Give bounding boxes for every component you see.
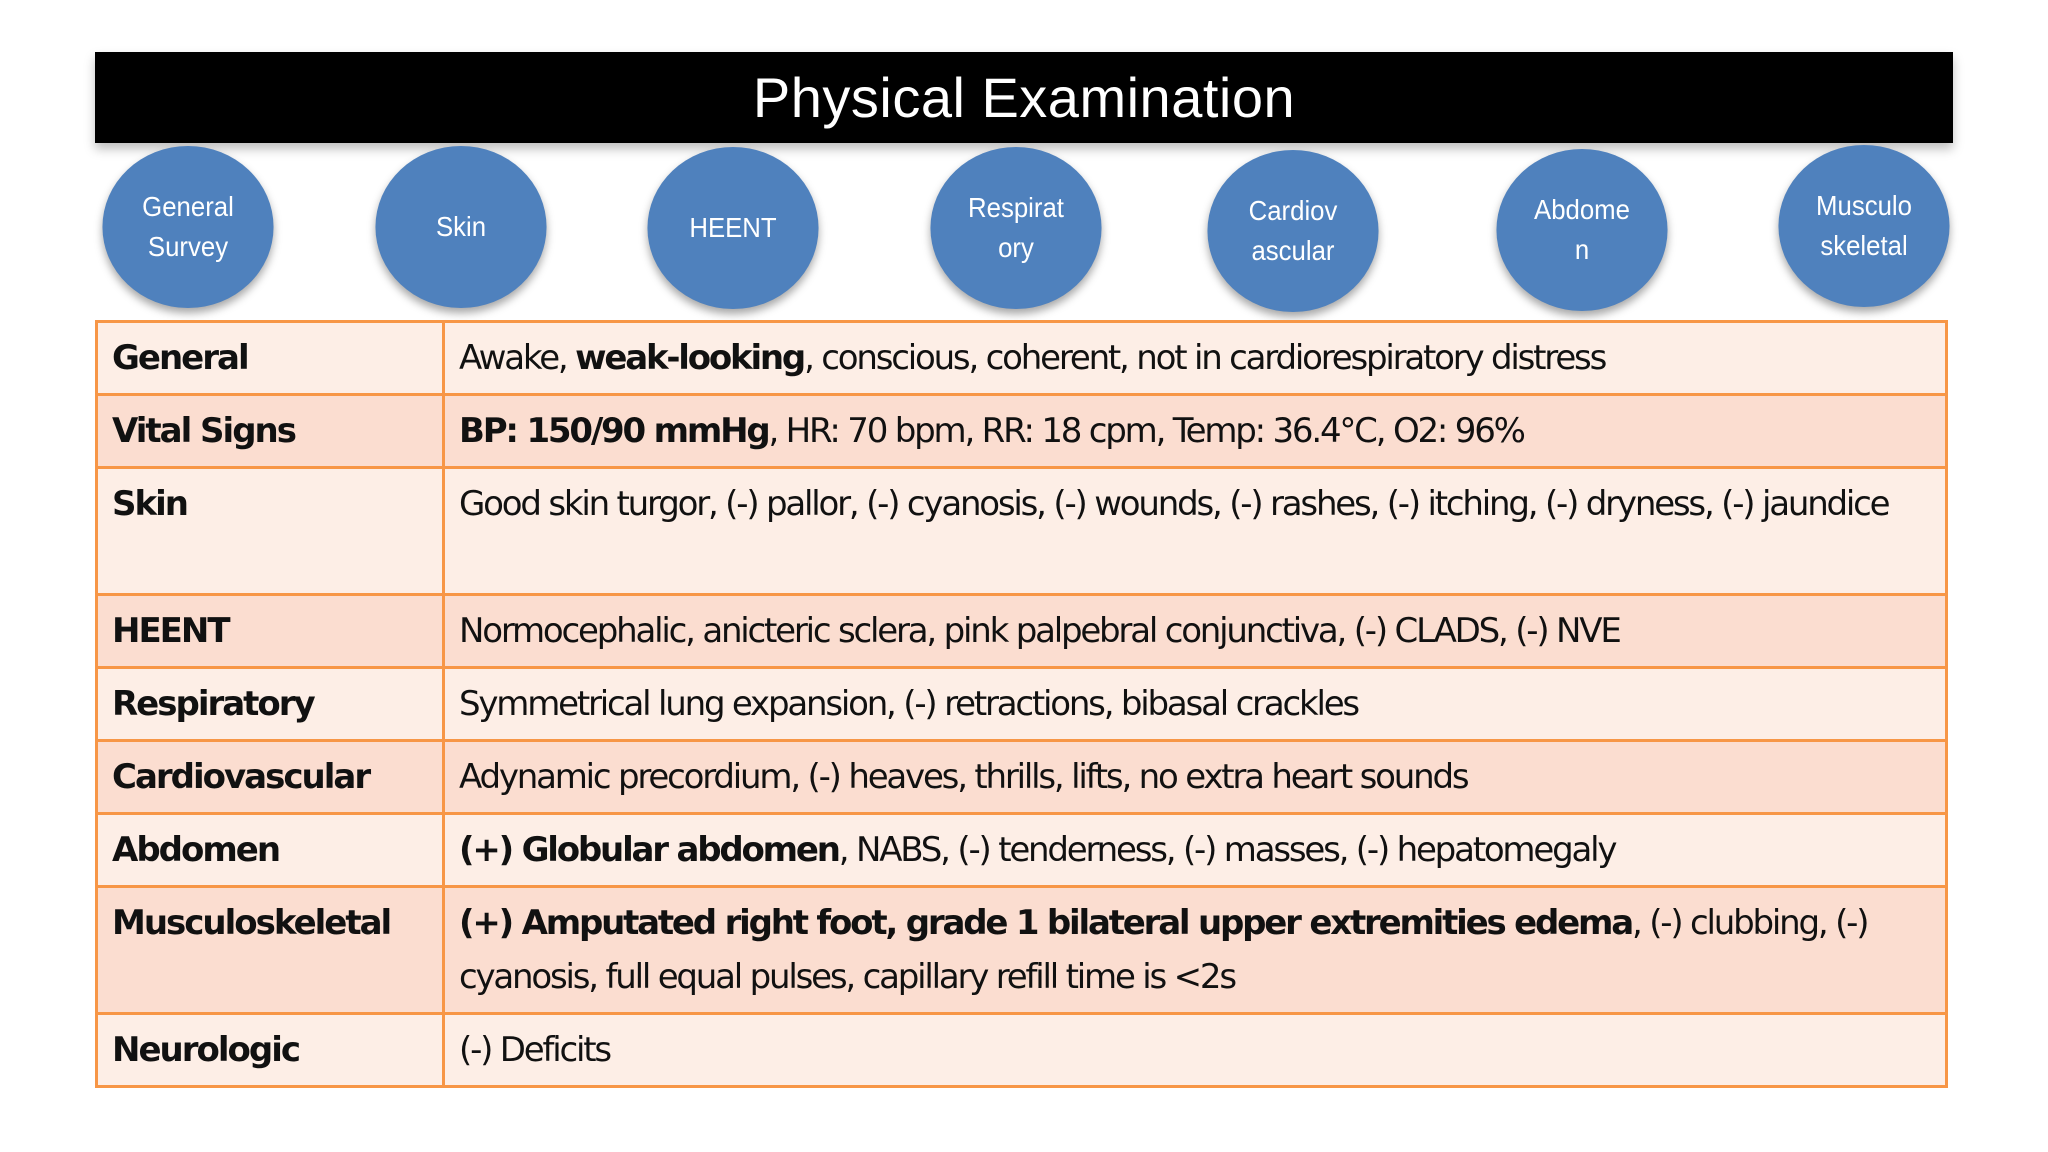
row-value: [444, 1014, 1947, 1087]
row-label: Neurologic: [97, 1014, 444, 1087]
row-label: HEENT: [97, 595, 444, 668]
circle-label: Abdome n: [1534, 194, 1630, 265]
bold-finding: (+) Globular abdomen: [459, 830, 839, 870]
circle-cardiovascular[interactable]: [1207, 150, 1378, 312]
finding-text: Normocephalic, anicteric sclera, pink palpebral conjunctiva, (-) CLADS, (-) NVE: [459, 611, 1620, 651]
circle-label: HEENT: [689, 212, 777, 243]
table-row: [97, 887, 1947, 1014]
circle-heent[interactable]: [647, 147, 818, 309]
row-value: [444, 322, 1947, 395]
table-row: [97, 668, 1947, 741]
row-value: [444, 668, 1947, 741]
row-label: Skin: [97, 468, 444, 595]
circle-general-survey[interactable]: [102, 146, 273, 308]
row-label: General: [97, 322, 444, 395]
table-row: [97, 814, 1947, 887]
table-row: [97, 468, 1947, 595]
finding-text: Awake,: [459, 338, 576, 378]
finding-text: Symmetrical lung expansion, (-) retractions, bibasal crackles: [459, 684, 1358, 724]
finding-text: Adynamic precordium, (-) heaves, thrills, lifts, no extra heart sounds: [459, 757, 1468, 797]
finding-text: , NABS, (-) tenderness, (-) masses, (-) hepatomegaly: [838, 830, 1616, 870]
finding-text: , HR: 70 bpm, RR: 18 cpm, Temp: 36.4°C, O2: 96%: [768, 411, 1524, 451]
row-value: [444, 814, 1947, 887]
row-label: Respiratory: [97, 668, 444, 741]
table-row: [97, 395, 1947, 468]
circle-skin[interactable]: [375, 146, 546, 308]
row-value: [444, 395, 1947, 468]
row-label: Musculoskeletal: [97, 887, 444, 1014]
table-row: [97, 741, 1947, 814]
page-title: Physical Examination: [752, 66, 1296, 129]
circle-label: Respirat ory: [968, 192, 1064, 263]
circle-abdomen[interactable]: [1496, 149, 1667, 311]
row-label: Vital Signs: [97, 395, 444, 468]
exam-table-body: [97, 322, 1947, 1087]
circle-label: Skin: [435, 211, 487, 242]
bold-finding: (+) Amputated right foot, grade 1 bilateral upper extremities edema: [459, 903, 1632, 943]
row-value: [444, 741, 1947, 814]
finding-text: , conscious, coherent, not in cardiorespiratory distress: [804, 338, 1606, 378]
table-row: [97, 322, 1947, 395]
bold-finding: BP: 150/90 mmHg: [459, 411, 769, 451]
finding-text: Good skin turgor, (-) pallor, (-) cyanosis, (-) wounds, (-) rashes, (-) itching, (-) dryness, (-) jaundice: [459, 484, 1889, 524]
row-value: [444, 468, 1947, 595]
circle-respiratory[interactable]: [930, 147, 1101, 309]
exam-table: [95, 320, 1948, 1088]
section-circles: [0, 0, 2048, 320]
circle-label: Cardiov ascular: [1248, 195, 1338, 266]
circle-musculoskeletal[interactable]: [1778, 145, 1949, 307]
finding-text: , (-) clubbing, (-) cyanosis, full equal pulses, capillary refill time is <2s: [459, 903, 1868, 997]
circle-label: Musculo skeletal: [1816, 190, 1912, 261]
table-row: [97, 1014, 1947, 1087]
row-value: [444, 887, 1947, 1014]
row-label: Cardiovascular: [97, 741, 444, 814]
row-value: [444, 595, 1947, 668]
table-row: [97, 595, 1947, 668]
row-label: Abdomen: [97, 814, 444, 887]
bold-finding: weak-looking: [575, 338, 805, 378]
finding-text: (-) Deficits: [459, 1030, 610, 1070]
circle-label: General Survey: [142, 191, 234, 262]
